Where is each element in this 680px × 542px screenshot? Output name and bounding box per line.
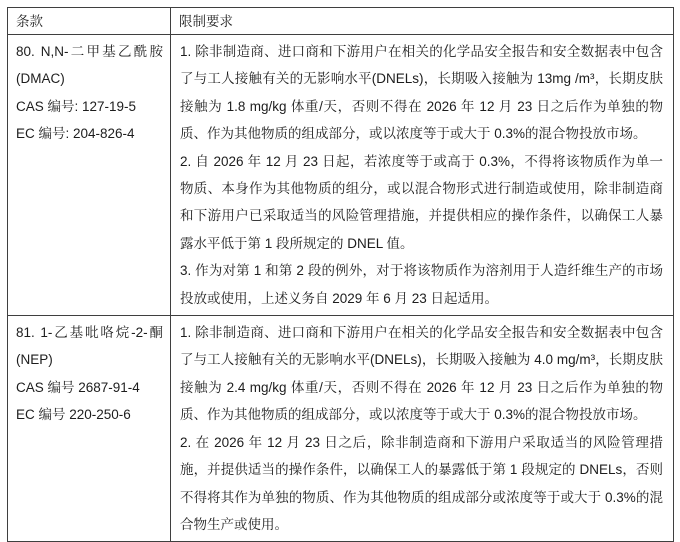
- requirements-cell-entry-80: [171, 35, 674, 316]
- requirement-paragraph: 1. 除非制造商、进口商和下游用户在相关的化学品安全报告和安全数据表中包含了与工人接触有关的无影响水平(DNELs)，长期吸入接触为 13mg /m³，长期皮肤接触为 1.8 mg/kg 体重/天，否则不得在 2026 年 12 月 23 日之后作为单独的物质、作为其他物质的组成部分，或以浓度等于或大于 0.3%的混合物投放市场。: [180, 44, 663, 142]
- ec-number: EC 编号: 204-826-4: [16, 126, 135, 142]
- table-row-entry-80: [8, 35, 674, 316]
- substance-abbr: (DMAC): [16, 71, 65, 87]
- header-cell-clause: 条款: [8, 8, 171, 35]
- requirements-cell-entry-81: [171, 316, 674, 542]
- requirement-paragraph: 2. 在 2026 年 12 月 23 日之后，除非制造商和下游用户采取适当的风险管理措施，并提供适当的操作条件，以确保工人的暴露低于第 1 段规定的 DNELs，否则不得将其作为单独的物质、作为其他物质的组成部分或浓度等于或大于 0.3%的混合物生产或使用。: [180, 434, 663, 532]
- ec-number: EC 编号 220-250-6: [16, 407, 131, 423]
- substance-abbr: (NEP): [16, 352, 53, 368]
- substance-name: 81. 1-乙基吡咯烷-2-酮: [16, 325, 163, 341]
- cas-number: CAS 编号: 127-19-5: [16, 98, 137, 114]
- requirement-paragraph: 3. 作为对第 1 和第 2 段的例外，对于将该物质作为溶剂用于人造纤维生产的市场投放或使用，上述义务自 2029 年 6 月 23 日起适用。: [180, 263, 663, 306]
- clause-cell-entry-80: [8, 35, 171, 316]
- requirement-paragraph: 1. 除非制造商、进口商和下游用户在相关的化学品安全报告和安全数据表中包含了与工人接触有关的无影响水平(DNELs)，长期吸入接触为 4.0 mg/m³，长期皮肤接触为 2.4 mg/kg 体重/天，否则不得在 2026 年 12 月 23 日之后作为单独的物质、作为其他物质的组成部分，或以浓度等于或大于 0.3%的混合物投放市场。: [180, 325, 663, 423]
- clause-cell-entry-81: [8, 316, 171, 542]
- table-header-row: [8, 8, 674, 35]
- cas-number: CAS 编号 2687-91-4: [16, 379, 140, 395]
- header-cell-requirements: 限制要求: [171, 8, 674, 35]
- restriction-table: [7, 7, 674, 542]
- table-row-entry-81: [8, 316, 674, 542]
- substance-name: 80. N,N-二甲基乙酰胺: [16, 44, 163, 59]
- requirement-paragraph: 2. 自 2026 年 12 月 23 日起，若浓度等于或高于 0.3%，不得将该物质作为单一物质、本身作为其他物质的组分，或以混合物形式进行制造或使用，除非制造商和下游用户已采取适当的风险管理措施，并提供相应的操作条件，以确保工人暴露水平低于第 1 段所规定的 DNEL 值。: [180, 153, 663, 251]
